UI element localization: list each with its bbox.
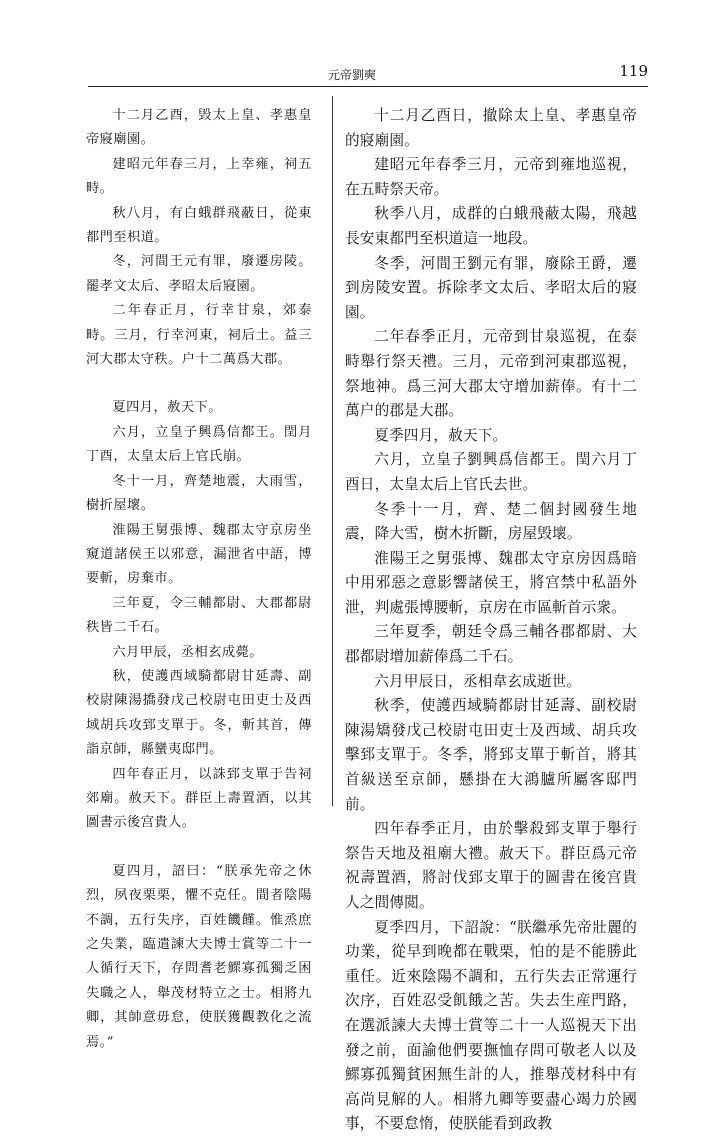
original-paragraph: 六月甲辰，丞相玄成薨。	[112, 644, 263, 660]
original-paragraph: 六月，立皇子興爲信都王。閏月丁酉，太皇太后上官氏崩。	[86, 424, 312, 465]
original-paragraph: 三年夏，令三輔都尉、大郡都尉秩皆二千石。	[86, 595, 312, 636]
translation-paragraph: 十二月乙酉日，撤除太上皇、孝惠皇帝的寢廟園。	[345, 107, 637, 149]
translation-paragraph: 夏季四月，赦天下。	[374, 426, 508, 444]
original-text-column	[86, 104, 312, 1055]
paragraph-gap	[86, 372, 312, 396]
translation-paragraph: 建昭元年春季三月，元帝到雍地巡視，在五畤祭天帝。	[345, 156, 637, 198]
running-title: 元帝劉奭	[328, 68, 377, 82]
original-paragraph: 冬，河間王元有罪，廢遷房陵。罷孝文太后、孝昭太后寢園。	[86, 254, 312, 294]
original-paragraph: 建昭元年春三月，上幸雍，祠五畤。	[86, 156, 312, 197]
translation-paragraph: 秋季八月，成群的白蛾飛蔽太陽，飛越長安東都門至枳道這一地段。	[345, 205, 637, 247]
translation-paragraph: 冬季十一月，齊、楚二個封國發生地震，降大雪，樹木折斷，房屋毁壞。	[345, 500, 637, 543]
translation-paragraph: 淮陽王之舅張博、魏郡太守京房因爲暗中用邪惡之意影響諸侯王，將宫禁中私語外泄，判處張博腰斬，京房在市區斬首示衆。	[345, 549, 637, 616]
translation-paragraph: 六月甲辰日，丞相韋玄成逝世。	[374, 672, 582, 690]
translation-paragraph: 二年春季正月，元帝到甘泉巡視，在泰畤舉行祭天禮。三月，元帝到河東郡巡視，祭地神。爲三河大郡太守增加薪俸。有十二萬户的郡是大郡。	[345, 328, 637, 420]
translation-paragraph: 三年夏季，朝廷令爲三輔各郡都尉、大郡都尉增加薪俸爲二千石。	[345, 623, 637, 666]
original-paragraph: 二年春正月，行幸甘泉，郊泰畤。三月，行幸河東，祠后土。益三河大郡太守秩。户十二萬爲大郡。	[86, 303, 312, 368]
original-paragraph: 冬十一月，齊楚地震，大雨雪，樹折屋壞。	[86, 473, 312, 514]
page-number: 119	[619, 62, 648, 80]
translation-paragraph: 冬季，河間王劉元有罪，廢除王爵，遷到房陵安置。拆除孝文太后、孝昭太后的寢園。	[345, 254, 637, 321]
original-paragraph: 秋八月，有白蛾群飛蔽日，從東都門至枳道。	[86, 205, 312, 246]
original-paragraph: 淮陽王舅張博、魏郡太守京房坐窺道諸侯王以邪意，漏泄省中語，博要斬，房棄市。	[86, 522, 312, 587]
page-header	[88, 62, 648, 86]
translation-paragraph: 夏季四月，下詔說：“朕繼承先帝壯麗的功業，從早到晚都在戰栗，怕的是不能勝此重任。近來陰陽不調和，五行失去正常運行次序，百姓忍受飢餓之苦。失去生産門路，在選派諫大夫博士賞等二十一人巡視天下出發之前，面諭他們要撫恤存問可敬老人以及鰥寡孤獨貧困無生計的人，推舉茂材科中有高尚見解的人。相將九卿等要盡心竭力於國事，不要怠惰，使朕能看到政教	[345, 918, 637, 1133]
original-paragraph: 十二月乙酉，毁太上皇、孝惠皇帝寢廟園。	[86, 108, 312, 148]
column-divider	[332, 96, 333, 806]
translation-paragraph: 四年春季正月，由於擊殺郅支單于舉行祭告天地及祖廟大禮。赦天下。群臣爲元帝祝壽置酒，將討伐郅支單于的圖書在後宫貴人之間傳閲。	[345, 820, 637, 911]
original-paragraph: 秋，使護西域騎都尉甘延壽、副校尉陳湯撟發戊己校尉屯田吏士及西域胡兵攻郅支單于。冬，斬其首，傳詣京師，縣蠻夷邸門。	[86, 668, 312, 758]
translation-paragraph: 六月，立皇子劉興爲信都王。閏六月丁酉日，太皇太后上官氏去世。	[345, 451, 637, 493]
original-paragraph: 四年春正月，以誅郅支單于告祠郊廟。赦天下。群臣上壽置酒，以其圖書示後宫貴人。	[86, 766, 312, 831]
header-rule	[88, 86, 648, 87]
paragraph-gap	[86, 836, 312, 860]
translation-paragraph: 秋季，使護西域騎都尉甘延壽、副校尉陳湯矯發戊己校尉屯田吏士及西域、胡兵攻擊郅支單于。冬季，將郅支單于斬首，將其首級送至京師，懸掛在大鴻臚所屬客邸門前。	[345, 697, 637, 813]
translation-column	[345, 104, 637, 1137]
original-paragraph: 夏四月，詔曰：“朕承先帝之休烈，夙夜栗栗，懼不克任。間者陰陽不調，五行失序，百姓饑饉。惟烝庶之失業，臨遣諫大夫博士賞等二十一人循行天下，存問耆老鰥寡孤獨乏困失職之人，舉茂材特立之士。相將九卿，其帥意毋怠，使朕獲觀教化之流焉。”	[86, 863, 312, 1050]
original-paragraph: 夏四月，赦天下。	[112, 400, 222, 416]
